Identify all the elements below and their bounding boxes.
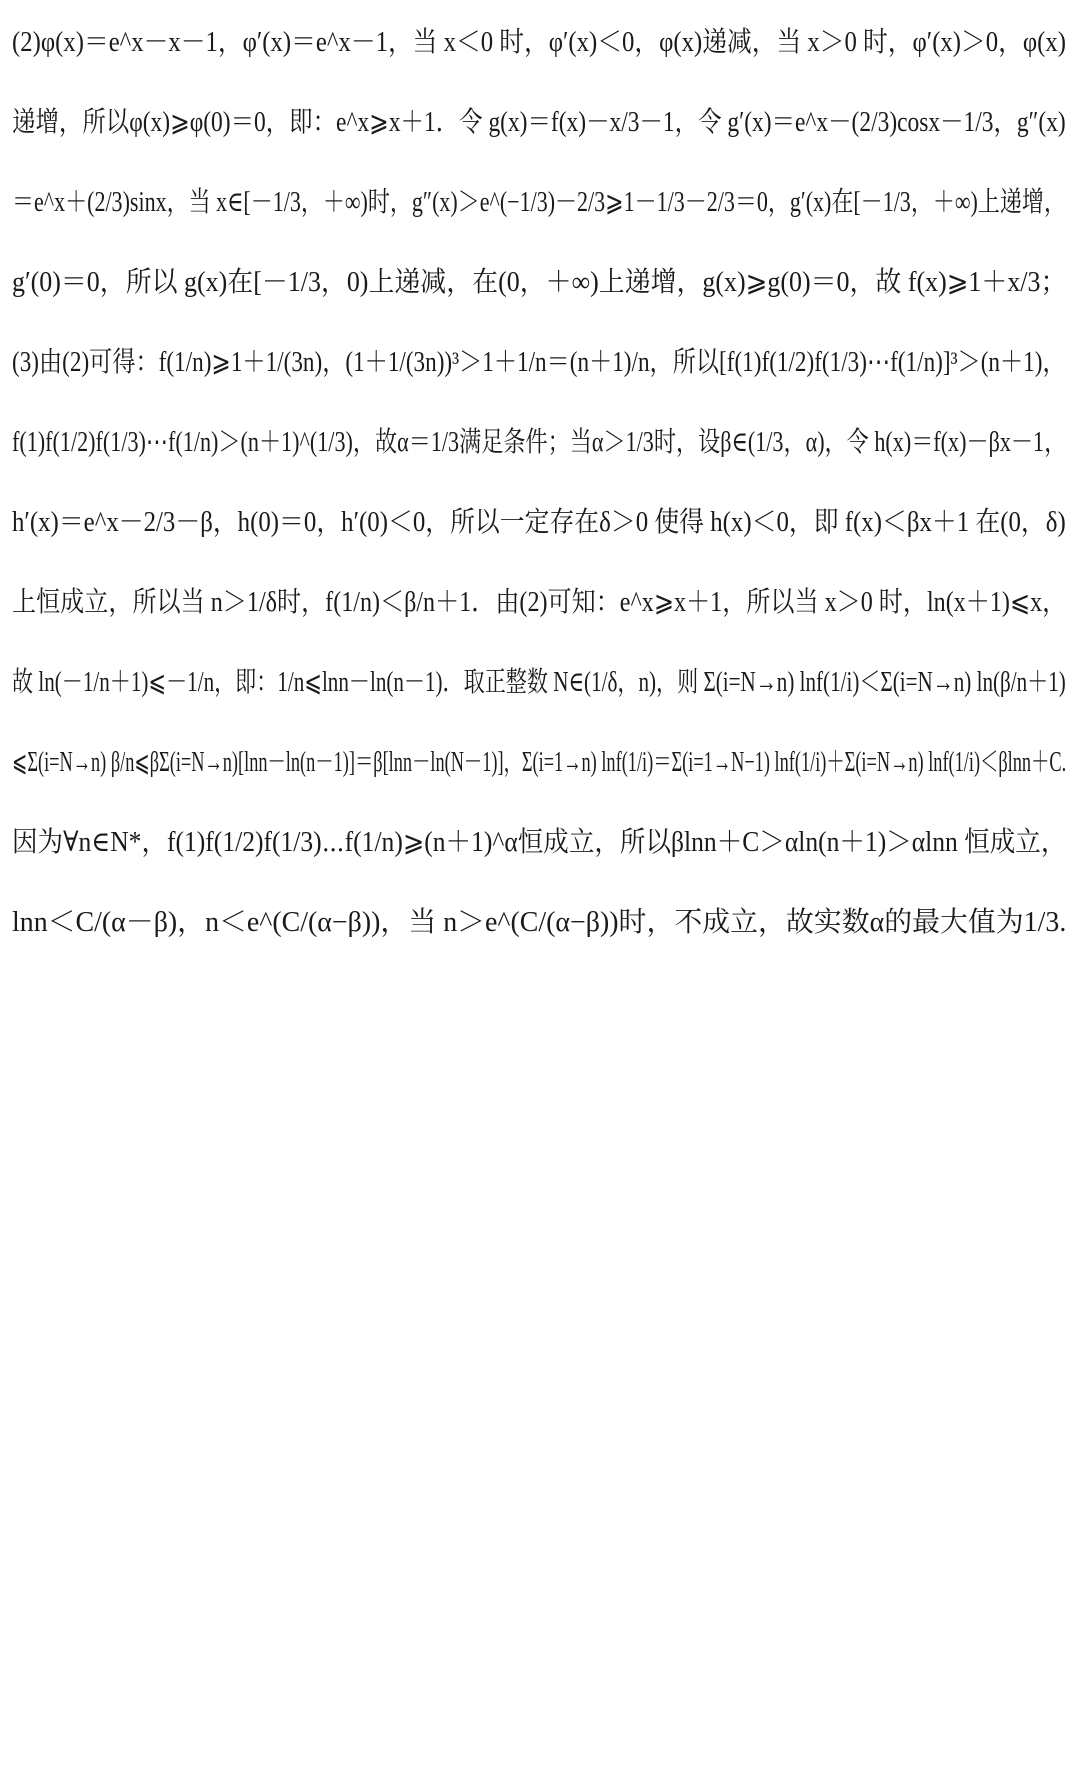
solution-line-2-text: 递增，所以φ(x)⩾φ(0)＝0，即：e^x⩾x＋1．令 g(x)＝f(x)－x/3－1，令 g′(x)＝e^x－(2/3)cosx－1/3，g″(x) bbox=[12, 107, 1066, 138]
solution-line-12-text: lnn＜C/(α－β)，n＜e^(C/(α−β))，当 n＞e^(C/(α−β))时，不成立，故实数α的最大值为1/3. bbox=[12, 907, 1067, 938]
solution-line-8 bbox=[12, 560, 1066, 640]
solution-line-4 bbox=[12, 240, 1066, 320]
solution-line-3-text: ＝e^x＋(2/3)sinx，当 x∈[－1/3，＋∞)时，g″(x)＞e^(−1/3)－2/3⩾1－1/3－2/3＝0，g′(x)在[－1/3，＋∞)上递增， bbox=[12, 187, 1066, 218]
solution-line-6 bbox=[12, 400, 1066, 480]
solution-line-10 bbox=[12, 720, 1066, 800]
solution-line-12 bbox=[12, 880, 1066, 960]
solution-line-5-text: (3)由(2)可得：f(1/n)⩾1＋1/(3n)，(1＋1/(3n))³＞1＋1/n＝(n＋1)/n，所以[f(1)f(1/2)f(1/3)⋯f(1/n)]³＞(n＋1)， bbox=[12, 347, 1066, 378]
solution-line-6-text: f(1)f(1/2)f(1/3)⋯f(1/n)＞(n＋1)^(1/3)，故α＝1/3满足条件；当α＞1/3时，设β∈(1/3，α)，令 h(x)＝f(x)－βx－1， bbox=[12, 427, 1067, 458]
solution-line-1-text: (2)φ(x)＝e^x－x－1，φ′(x)＝e^x－1，当 x＜0 时，φ′(x)＜0，φ(x)递减，当 x＞0 时，φ′(x)＞0，φ(x) bbox=[12, 27, 1067, 58]
solution-line-10-text: ⩽Σ(i=N→n) β/n⩽βΣ(i=N→n)[lnn－ln(n－1)]＝β[lnn－ln(N－1)]，Σ(i=1→n) lnf(1/i)＝Σ(i=1→N−1) lnf(1/i)＋Σ(i=N→n) lnf(1/i)＜βlnn＋C. bbox=[12, 747, 1067, 778]
solution-line-7-text: h′(x)＝e^x－2/3－β，h(0)＝0，h′(0)＜0，所以一定存在δ＞0 使得 h(x)＜0，即 f(x)＜βx＋1 在(0，δ) bbox=[12, 507, 1066, 538]
solution-line-1 bbox=[12, 0, 1066, 80]
solution-line-2 bbox=[12, 80, 1066, 160]
solution-line-5 bbox=[12, 320, 1066, 400]
solution-line-9 bbox=[12, 640, 1066, 720]
solution-line-8-text: 上恒成立，所以当 n＞1/δ时，f(1/n)＜β/n＋1．由(2)可知：e^x⩾x＋1，所以当 x＞0 时，ln(x＋1)⩽x， bbox=[12, 587, 1067, 618]
solution-line-3 bbox=[12, 160, 1066, 240]
blank-area bbox=[0, 960, 1080, 1779]
solution-line-11 bbox=[12, 800, 1066, 880]
solution-line-7 bbox=[12, 480, 1066, 560]
solution-line-9-text: 故 ln(－1/n＋1)⩽－1/n，即：1/n⩽lnn－ln(n－1)．取正整数 N∈(1/δ，n)，则 Σ(i=N→n) lnf(1/i)＜Σ(i=N→n) ln(β/n＋1) bbox=[12, 667, 1066, 698]
solution-line-11-text: 因为∀n∈N*，f(1)f(1/2)f(1/3)⋯f(1/n)⩾(n＋1)^α恒成立，所以βlnn＋C＞αln(n＋1)＞αlnn 恒成立， bbox=[12, 827, 1067, 858]
solution-line-4-text: g′(0)＝0，所以 g(x)在[－1/3，0)上递减，在(0，＋∞)上递增，g(x)⩾g(0)＝0，故 f(x)⩾1＋x/3； bbox=[12, 267, 1067, 298]
